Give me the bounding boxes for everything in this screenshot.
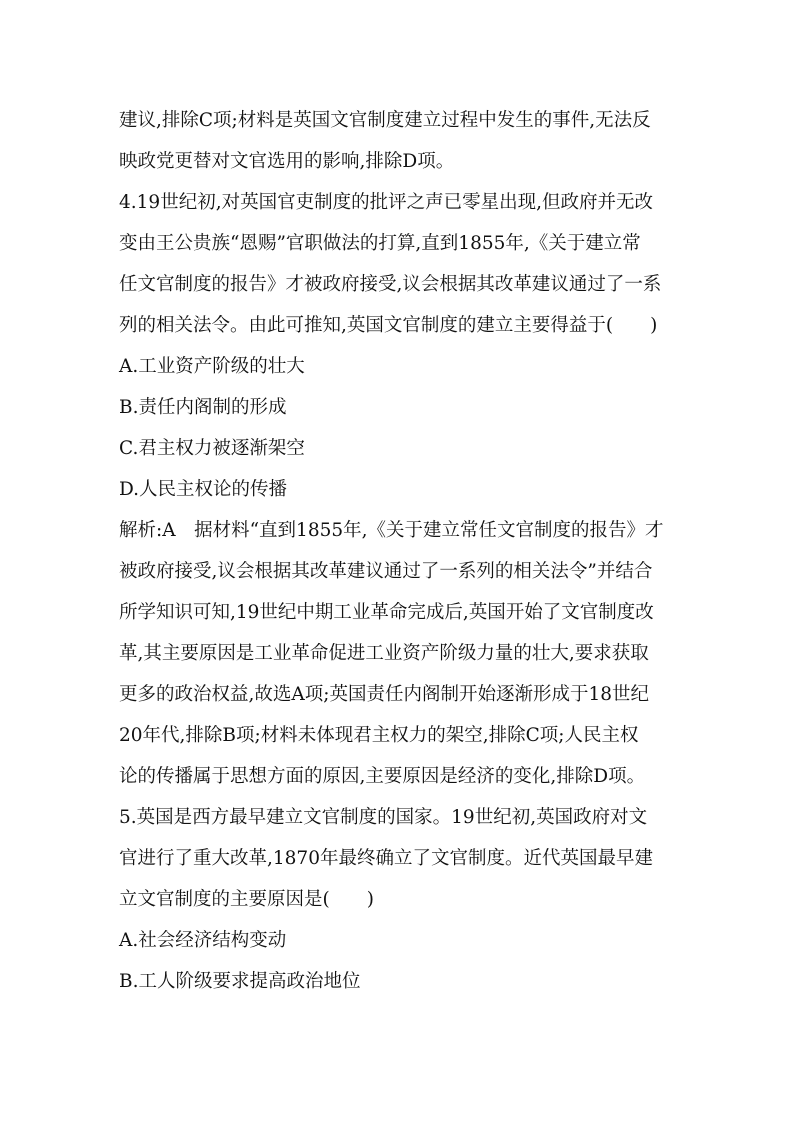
question-4-stem: 任文官制度的报告》才被政府接受,议会根据其改革建议通过了一系 [119, 274, 662, 295]
text-line: 建议,排除C项;材料是英国文官制度建立过程中发生的事件,无法反 [119, 110, 651, 131]
option-b: B.工人阶级要求提高政治地位 [119, 971, 361, 992]
question-5-stem: 立文官制度的主要原因是( ) [119, 889, 374, 910]
option-b: B.责任内阁制的形成 [119, 397, 287, 418]
analysis-text: 更多的政治权益,故选A项;英国责任内阁制开始逐渐形成于18世纪 [119, 684, 650, 705]
question-5-stem: 官进行了重大改革,1870年最终确立了文官制度。近代英国最早建 [119, 848, 653, 869]
option-c: C.君主权力被逐渐架空 [119, 438, 305, 459]
question-4-stem: 列的相关法令。由此可推知,英国文官制度的建立主要得益于( ) [119, 315, 658, 336]
option-d: D.人民主权论的传播 [119, 479, 288, 500]
question-4-stem: 4.19世纪初,对英国官吏制度的批评之声已零星出现,但政府并无改 [119, 192, 653, 213]
question-4-stem: 变由王公贵族“恩赐”官职做法的打算,直到1855年,《关于建立常 [119, 233, 641, 254]
document-body [119, 100, 679, 1002]
analysis-text: 20年代,排除B项;材料未体现君主权力的架空,排除C项;人民主权 [119, 725, 639, 746]
option-a: A.社会经济结构变动 [119, 930, 287, 951]
analysis-text: 革,其主要原因是工业革命促进工业资产阶级力量的壮大,要求获取 [119, 643, 649, 664]
analysis-text: 解析:A 据材料“直到1855年,《关于建立常任文官制度的报告》才 [119, 520, 664, 541]
analysis-text: 所学知识可知,19世纪中期工业革命完成后,英国开始了文官制度改 [119, 602, 654, 623]
question-5-stem: 5.英国是西方最早建立文官制度的国家。19世纪初,英国政府对文 [119, 807, 648, 828]
text-line: 映政党更替对文官选用的影响,排除D项。 [119, 151, 455, 172]
option-a: A.工业资产阶级的壮大 [119, 356, 305, 377]
analysis-text: 被政府接受,议会根据其改革建议通过了一系列的相关法令”并结合 [119, 561, 653, 582]
analysis-text: 论的传播属于思想方面的原因,主要原因是经济的变化,排除D项。 [119, 766, 646, 787]
